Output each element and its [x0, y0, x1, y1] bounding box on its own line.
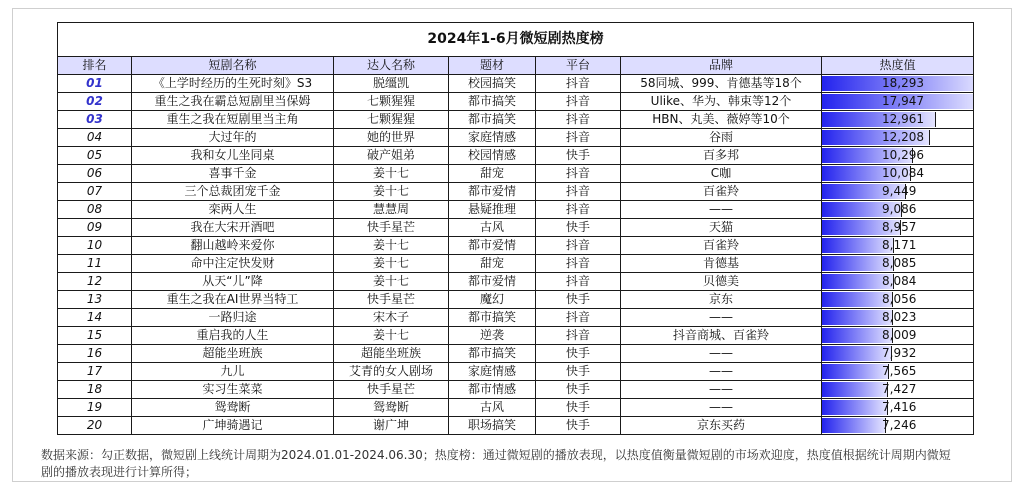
cell-rank: 05: [58, 147, 132, 165]
cell-platform: 抖音: [536, 273, 621, 291]
cell-brand: ——: [621, 345, 822, 363]
cell-heat: [822, 345, 974, 363]
cell-genre: 家庭情感: [449, 363, 536, 381]
cell-heat: [822, 417, 974, 435]
cell-brand: C咖: [621, 165, 822, 183]
cell-name: 广坤骑遇记: [132, 417, 334, 435]
cell-platform: 快手: [536, 399, 621, 417]
cell-heat: [822, 255, 974, 273]
cell-platform: 抖音: [536, 255, 621, 273]
cell-rank: 19: [58, 399, 132, 417]
cell-creator: 快手星芒: [334, 291, 449, 309]
cell-genre: 魔幻: [449, 291, 536, 309]
cell-creator: 快手星芒: [334, 381, 449, 399]
cell-creator: 姜十七: [334, 327, 449, 345]
heat-value: 8,023: [882, 310, 917, 324]
cell-genre: 悬疑推理: [449, 201, 536, 219]
cell-heat: [822, 309, 974, 327]
cell-genre: 家庭情感: [449, 129, 536, 147]
cell-platform: 快手: [536, 345, 621, 363]
cell-name: 命中注定快发财: [132, 255, 334, 273]
cell-brand: 百雀羚: [621, 183, 822, 201]
cell-brand: ——: [621, 399, 822, 417]
cell-genre: 古风: [449, 399, 536, 417]
cell-genre: 都市搞笑: [449, 309, 536, 327]
heat-value: 7,427: [882, 382, 917, 396]
table-row: [58, 219, 974, 237]
cell-heat: [822, 237, 974, 255]
cell-creator: 宋木子: [334, 309, 449, 327]
table-row: [58, 327, 974, 345]
table-header-row: [58, 57, 974, 75]
cell-heat: [822, 381, 974, 399]
cell-creator: 慧慧周: [334, 201, 449, 219]
cell-genre: 甜宠: [449, 255, 536, 273]
table-row: [58, 417, 974, 435]
cell-brand: 京东: [621, 291, 822, 309]
cell-genre: 职场搞笑: [449, 417, 536, 435]
cell-brand: Ulike、华为、韩束等12个: [621, 93, 822, 111]
table-title: 2024年1-6月微短剧热度榜: [58, 23, 974, 57]
cell-heat: [822, 219, 974, 237]
heat-value: 12,961: [882, 112, 924, 126]
cell-name: 鸳鸯断: [132, 399, 334, 417]
heat-value: 10,296: [882, 148, 924, 162]
cell-brand: 百雀羚: [621, 237, 822, 255]
cell-name: 从天“儿”降: [132, 273, 334, 291]
table-body: [58, 75, 974, 435]
cell-name: 重生之我在霸总短剧里当保姆: [132, 93, 334, 111]
cell-genre: 逆袭: [449, 327, 536, 345]
cell-name: 《上学时经历的生死时刻》S3: [132, 75, 334, 93]
heat-value: 8,009: [882, 328, 917, 342]
cell-brand: 百多邦: [621, 147, 822, 165]
table-row: [58, 309, 974, 327]
cell-heat: [822, 201, 974, 219]
cell-rank: 17: [58, 363, 132, 381]
table-row: [58, 381, 974, 399]
cell-creator: 她的世界: [334, 129, 449, 147]
cell-heat: [822, 291, 974, 309]
cell-platform: 抖音: [536, 183, 621, 201]
cell-heat: [822, 129, 974, 147]
cell-brand: ——: [621, 381, 822, 399]
cell-heat: [822, 93, 974, 111]
cell-name: 九儿: [132, 363, 334, 381]
cell-creator: 鸳鸯断: [334, 399, 449, 417]
cell-rank: 09: [58, 219, 132, 237]
cell-name: 栾两人生: [132, 201, 334, 219]
cell-platform: 抖音: [536, 111, 621, 129]
cell-rank: 20: [58, 417, 132, 435]
table-row: [58, 201, 974, 219]
cell-heat: [822, 75, 974, 93]
cell-name: 翻山越岭来爱你: [132, 237, 334, 255]
cell-rank: 04: [58, 129, 132, 147]
cell-name: 我和女儿坐同桌: [132, 147, 334, 165]
cell-platform: 快手: [536, 219, 621, 237]
cell-rank: 10: [58, 237, 132, 255]
cell-name: 三个总裁团宠千金: [132, 183, 334, 201]
heat-value: 8,085: [882, 256, 917, 270]
cell-creator: 超能坐班族: [334, 345, 449, 363]
cell-creator: 快手星芒: [334, 219, 449, 237]
table-row: [58, 273, 974, 291]
cell-name: 一路归途: [132, 309, 334, 327]
cell-heat: [822, 147, 974, 165]
cell-platform: 快手: [536, 417, 621, 435]
table-row: [58, 165, 974, 183]
cell-platform: 抖音: [536, 129, 621, 147]
cell-brand: 贝德美: [621, 273, 822, 291]
cell-heat: [822, 363, 974, 381]
column-header-name: 短剧名称: [132, 57, 334, 75]
column-header-heat: 热度值: [822, 57, 974, 75]
cell-creator: 姜十七: [334, 273, 449, 291]
cell-rank: 03: [58, 111, 132, 129]
heat-value: 7,565: [882, 364, 917, 378]
cell-heat: [822, 399, 974, 417]
cell-genre: 校园搞笑: [449, 75, 536, 93]
cell-platform: 抖音: [536, 93, 621, 111]
cell-brand: 京东买药: [621, 417, 822, 435]
cell-heat: [822, 327, 974, 345]
cell-brand: 抖音商城、百雀羚: [621, 327, 822, 345]
cell-rank: 18: [58, 381, 132, 399]
cell-genre: 古风: [449, 219, 536, 237]
cell-rank: 06: [58, 165, 132, 183]
heat-ranking-table: [57, 22, 974, 435]
cell-genre: 都市情感: [449, 381, 536, 399]
cell-name: 重启我的人生: [132, 327, 334, 345]
cell-platform: 抖音: [536, 201, 621, 219]
cell-platform: 抖音: [536, 327, 621, 345]
cell-rank: 11: [58, 255, 132, 273]
cell-creator: 七颗猩猩: [334, 111, 449, 129]
cell-name: 我在大宋开酒吧: [132, 219, 334, 237]
column-header-genre: 题材: [449, 57, 536, 75]
cell-heat: [822, 273, 974, 291]
table-row: [58, 75, 974, 93]
cell-genre: 都市爱情: [449, 183, 536, 201]
cell-genre: 都市爱情: [449, 237, 536, 255]
cell-name: 重生之我在AI世界当特工: [132, 291, 334, 309]
heat-value: 7,246: [882, 418, 917, 432]
cell-rank: 02: [58, 93, 132, 111]
heat-value: 18,293: [882, 76, 924, 90]
cell-creator: 姜十七: [334, 183, 449, 201]
table-row: [58, 147, 974, 165]
cell-creator: 七颗猩猩: [334, 93, 449, 111]
cell-rank: 13: [58, 291, 132, 309]
cell-name: 重生之我在短剧里当主角: [132, 111, 334, 129]
heat-value: 8,957: [882, 220, 917, 234]
cell-platform: 快手: [536, 291, 621, 309]
cell-brand: ——: [621, 201, 822, 219]
cell-heat: [822, 165, 974, 183]
cell-heat: [822, 111, 974, 129]
cell-rank: 08: [58, 201, 132, 219]
cell-genre: 甜宠: [449, 165, 536, 183]
table-row: [58, 291, 974, 309]
cell-rank: 15: [58, 327, 132, 345]
cell-creator: 姜十七: [334, 237, 449, 255]
cell-rank: 07: [58, 183, 132, 201]
heat-value: 9,449: [882, 184, 917, 198]
cell-genre: 都市爱情: [449, 273, 536, 291]
heat-value: 10,084: [882, 166, 924, 180]
table-row: [58, 345, 974, 363]
cell-rank: 16: [58, 345, 132, 363]
heat-value: 7,932: [882, 346, 917, 360]
column-header-brand: 品牌: [621, 57, 822, 75]
cell-creator: 姜十七: [334, 255, 449, 273]
cell-creator: 谢广坤: [334, 417, 449, 435]
table-row: [58, 399, 974, 417]
heat-value: 12,208: [882, 130, 924, 144]
cell-rank: 01: [58, 75, 132, 93]
cell-name: 超能坐班族: [132, 345, 334, 363]
cell-platform: 快手: [536, 147, 621, 165]
cell-platform: 抖音: [536, 165, 621, 183]
table-row: [58, 111, 974, 129]
cell-rank: 14: [58, 309, 132, 327]
heat-value: 8,084: [882, 274, 917, 288]
cell-name: 大过年的: [132, 129, 334, 147]
cell-creator: 脱缰凯: [334, 75, 449, 93]
cell-genre: 都市搞笑: [449, 345, 536, 363]
table-row: [58, 255, 974, 273]
heat-value: 8,056: [882, 292, 917, 306]
cell-genre: 校园情感: [449, 147, 536, 165]
cell-creator: 破产姐弟: [334, 147, 449, 165]
table-row: [58, 237, 974, 255]
cell-brand: 天猫: [621, 219, 822, 237]
cell-platform: 抖音: [536, 309, 621, 327]
cell-creator: 姜十七: [334, 165, 449, 183]
cell-brand: ——: [621, 363, 822, 381]
cell-platform: 快手: [536, 381, 621, 399]
heat-value: 9,086: [882, 202, 917, 216]
cell-genre: 都市搞笑: [449, 111, 536, 129]
column-header-creator: 达人名称: [334, 57, 449, 75]
cell-platform: 快手: [536, 363, 621, 381]
footnote: 数据来源：勾正数据，微短剧上线统计周期为2024.01.01-2024.06.30；热度榜：通过微短剧的播放表现，以热度值衡量微短剧的市场欢迎度，热度值根据统计周期内微短剧的播放表现进行计算所得；: [41, 448, 951, 479]
heat-value: 8,171: [882, 238, 917, 252]
cell-platform: 抖音: [536, 75, 621, 93]
cell-platform: 抖音: [536, 237, 621, 255]
cell-genre: 都市搞笑: [449, 93, 536, 111]
cell-brand: 肯德基: [621, 255, 822, 273]
cell-heat: [822, 183, 974, 201]
cell-creator: 艾青的女人剧场: [334, 363, 449, 381]
table-row: [58, 129, 974, 147]
table-row: [58, 363, 974, 381]
cell-name: 喜事千金: [132, 165, 334, 183]
column-header-rank: 排名: [58, 57, 132, 75]
cell-brand: HBN、丸美、薇婷等10个: [621, 111, 822, 129]
cell-brand: 58同城、999、肯德基等18个: [621, 75, 822, 93]
table-row: [58, 183, 974, 201]
report-frame: [12, 8, 1012, 482]
column-header-platform: 平台: [536, 57, 621, 75]
cell-rank: 12: [58, 273, 132, 291]
cell-name: 实习生菜菜: [132, 381, 334, 399]
heat-value: 7,416: [882, 400, 917, 414]
heat-value: 17,947: [882, 94, 924, 108]
table-row: [58, 93, 974, 111]
cell-brand: 谷雨: [621, 129, 822, 147]
cell-brand: ——: [621, 309, 822, 327]
